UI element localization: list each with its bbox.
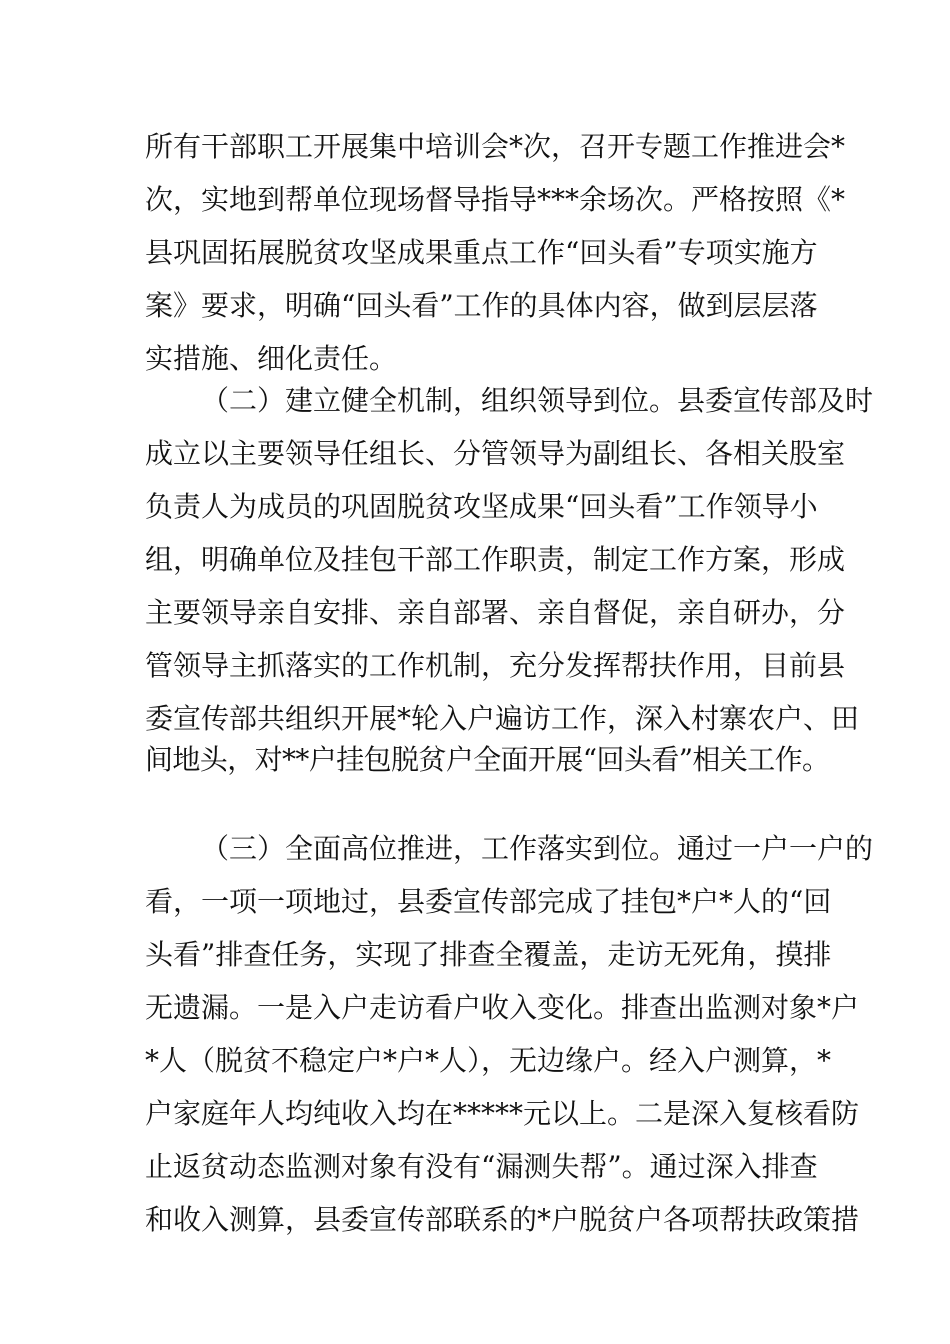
text-line: 负责人为成员的巩固脱贫攻坚成果“回头看”工作领导小: [145, 490, 818, 523]
text-line: 看，一项一项地过，县委宣传部完成了挂包*户*人的“回: [145, 885, 832, 918]
text-line: 管领导主抓落实的工作机制，充分发挥帮扶作用，目前县: [145, 649, 846, 682]
text-line: 县巩固拓展脱贫攻坚成果重点工作“回头看”专项实施方: [145, 236, 818, 269]
text-line: 次，实地到帮单位现场督导指导***余场次。严格按照《*: [145, 183, 846, 216]
paragraph-3-first-line: （三）全面高位推进，工作落实到位。通过一户一户的: [201, 832, 874, 865]
text-line: 和收入测算，县委宣传部联系的*户脱贫户各项帮扶政策措: [145, 1203, 860, 1236]
text-line: 主要领导亲自安排、亲自部署、亲自督促，亲自研办，分: [145, 596, 846, 629]
text-line: 实措施、细化责任。: [145, 342, 398, 375]
text-line: 成立以主要领导任组长、分管领导为副组长、各相关股室: [145, 437, 846, 470]
text-line: 头看”排查任务，实现了排查全覆盖，走访无死角，摸排: [145, 938, 832, 971]
text-line: 所有干部职工开展集中培训会*次，召开专题工作推进会*: [145, 130, 846, 163]
text-line: 案》要求，明确“回头看”工作的具体内容，做到层层落: [145, 289, 818, 322]
text-line: *人（脱贫不稳定户*户*人），无边缘户。经入户测算，*: [145, 1044, 832, 1077]
text-line: 组，明确单位及挂包干部工作职责，制定工作方案，形成: [145, 543, 846, 576]
paragraph-2-first-line: （二）建立健全机制，组织领导到位。县委宣传部及时: [201, 384, 874, 417]
text-line: 委宣传部共组织开展*轮入户遍访工作，深入村寨农户、田: [145, 702, 860, 735]
text-line: 止返贫动态监测对象有没有“漏测失帮”。通过深入排查: [145, 1150, 818, 1183]
text-line: 户家庭年人均纯收入均在*****元以上。二是深入复核看防: [145, 1097, 860, 1130]
text-line: 间地头，对**户挂包脱贫户全面开展“回头看”相关工作。: [145, 743, 830, 776]
text-line: 无遗漏。一是入户走访看户收入变化。排查出监测对象*户: [145, 991, 860, 1024]
